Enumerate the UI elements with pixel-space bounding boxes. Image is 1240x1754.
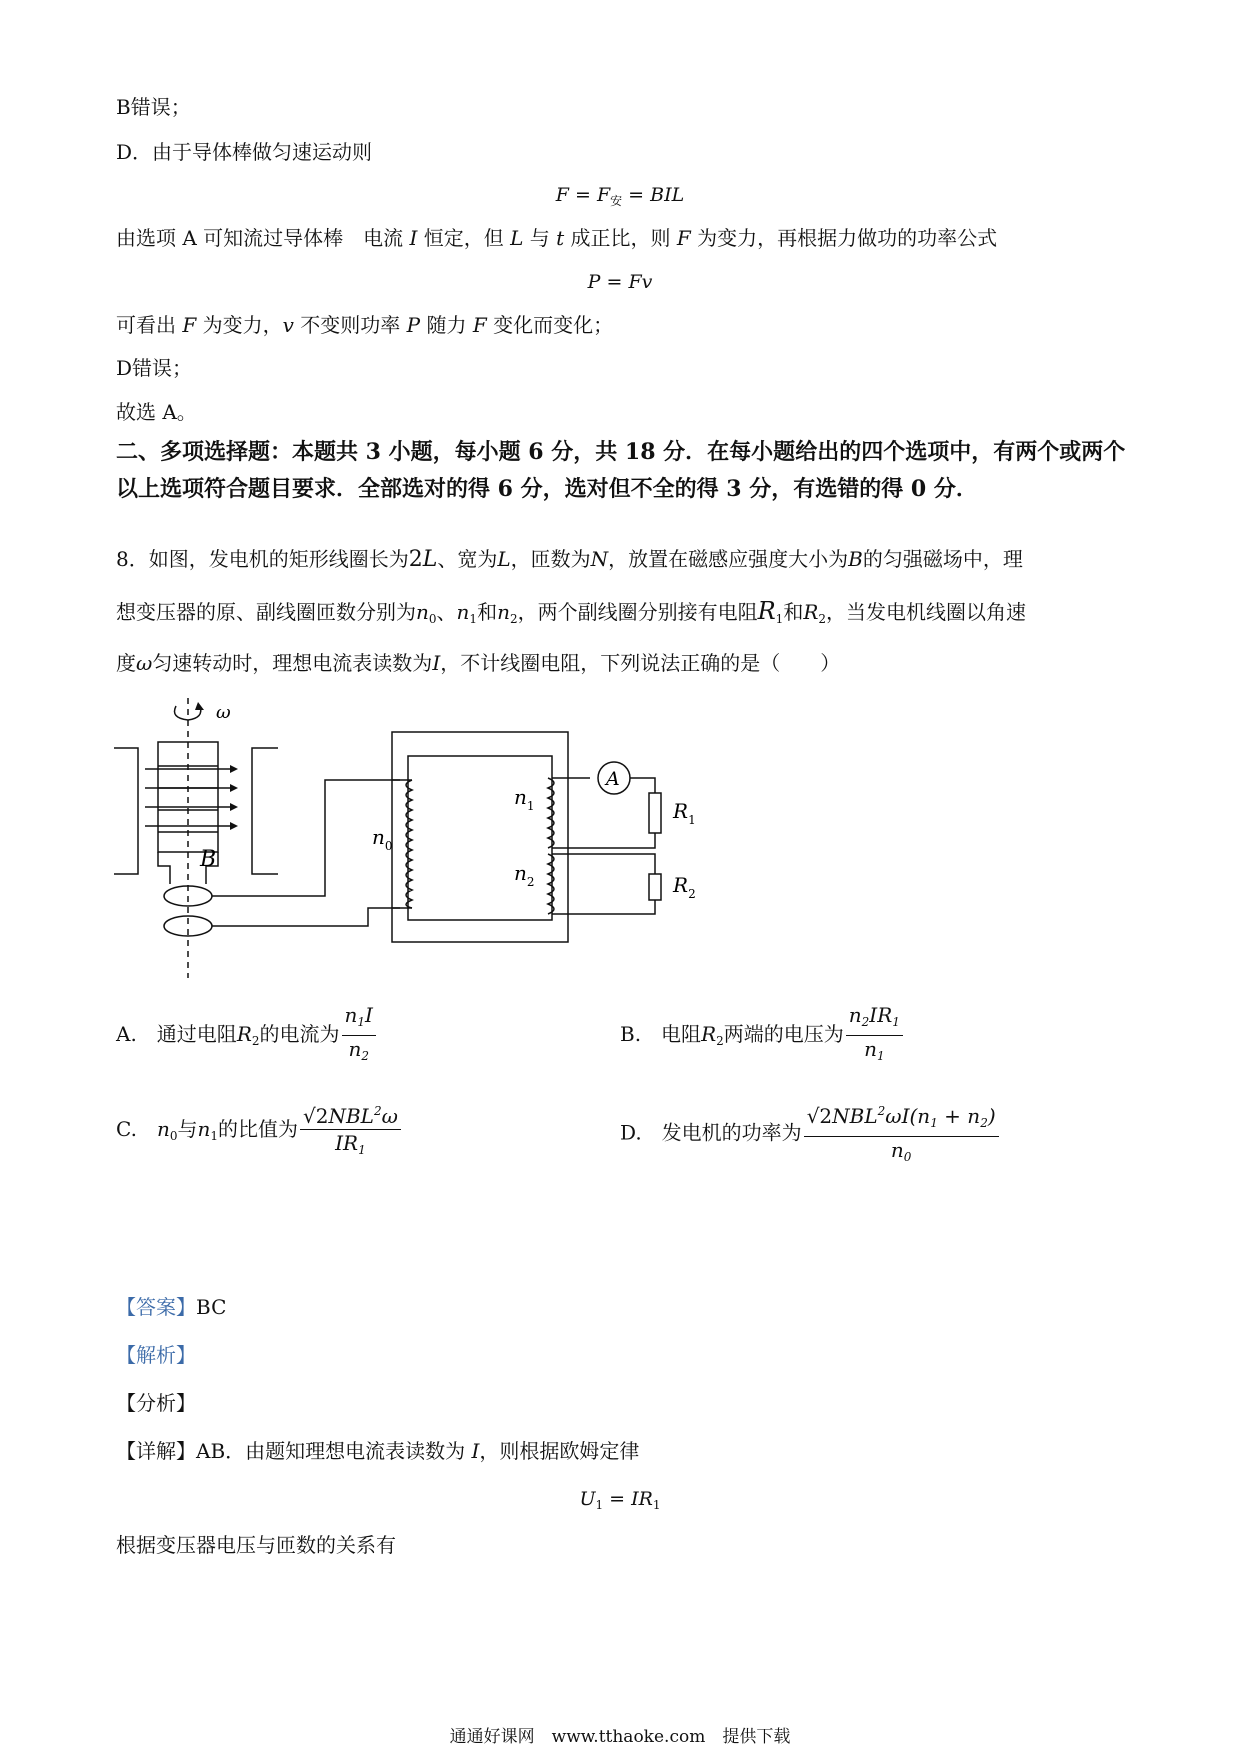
d-explanation-line: 由选项 A 可知流过导体棒 电流 I 恒定，但 L 与 t 成正比，则 F 为变力，再根据力做功的功率公式 xyxy=(116,226,998,250)
r1-label: $R_1$ xyxy=(673,799,696,827)
resistor-r1 xyxy=(649,793,661,833)
footer: 通通好课网 www.tthaoke.com 提供下载 xyxy=(449,1727,791,1747)
section-heading: 二、多项选择题：本题共 3 小题，每小题 6 分，共 18 分．在每小题给出的四个选项中，有两个或两个以上选项符合题目要求．全部选对的得 6 分，选对但不全的得 3 分，有选错的得 0 分． xyxy=(116,439,1126,502)
r2-label: $R_2$ xyxy=(673,873,696,901)
n0-label: $n_0$ xyxy=(372,825,393,853)
last-line: 根据变压器电压与匝数的关系有 xyxy=(116,1533,396,1557)
d-wrong-line: D错误； xyxy=(116,356,193,380)
secondary-coil-2 xyxy=(548,854,655,914)
omega-label: ω xyxy=(216,702,231,723)
question-line-1: 8．如图，发电机的矩形线圈长为2L、宽为L，匝数为N，放置在磁感应强度大小为B的匀强磁场中，理 xyxy=(116,547,1023,572)
option-a[interactable]: A. 通过电阻$R_2$的电流为 $\frac{n_1I}{n_2}$ xyxy=(116,1002,378,1069)
question-line-2: 想变压器的原、副线圈匝数分别为$n_0$、$n_1$和$n_2$，两个副线圈分别接有电阻$R_1$和$R_2$，当发电机线圈以角速 xyxy=(116,597,1027,626)
option-b[interactable]: B. 电阻$R_2$两端的电压为 $\frac{n_2IR_1}{n_1}$ xyxy=(620,1002,905,1069)
resistor-r2 xyxy=(649,874,661,900)
transformer-core xyxy=(392,732,568,942)
b-wrong-line: B错误； xyxy=(116,95,191,119)
n2-label: $n_2$ xyxy=(514,861,535,889)
equation-p-fv: P = Fv xyxy=(587,271,653,293)
magnet-left xyxy=(114,748,138,874)
analysis-tag: 【解析】 xyxy=(116,1343,196,1367)
choose-a-line: 故选 A。 xyxy=(116,400,197,424)
field-label: B xyxy=(200,847,217,872)
answer-line: 【答案】BC xyxy=(116,1295,227,1319)
generator-transformer-diagram xyxy=(100,688,800,988)
equation-f-bil: $F = F_安$ = BIL xyxy=(555,184,685,208)
detail-line: 【详解】AB．由题知理想电流表读数为 I，则根据欧姆定律 xyxy=(116,1439,640,1463)
question-line-3: 度ω匀速转动时，理想电流表读数为I，不计线圈电阻，下列说法正确的是（ ） xyxy=(116,651,841,675)
equation-u1: $U_1 = IR_1$ xyxy=(579,1488,661,1512)
fenxi-tag: 【分析】 xyxy=(116,1391,196,1415)
primary-coil xyxy=(392,780,412,908)
n1-label: $n_1$ xyxy=(514,785,535,813)
d-intro-line: D．由于导体棒做匀速运动则 xyxy=(116,140,373,164)
option-d[interactable]: D. 发电机的功率为 $\frac{√2NBL^2\omega I(n_1 + n_2)}{n_0}$ xyxy=(620,1098,1001,1170)
magnet-right xyxy=(252,748,278,874)
option-c[interactable]: C. $n_0$与$n_1$的比值为 $\frac{√2NBL^2\omega}{IR_1}$ xyxy=(116,1098,403,1163)
ammeter-label: A xyxy=(606,768,620,790)
d-note-line: 可看出 F 为变力，v 不变则功率 P 随力 F 变化而变化； xyxy=(116,313,614,337)
